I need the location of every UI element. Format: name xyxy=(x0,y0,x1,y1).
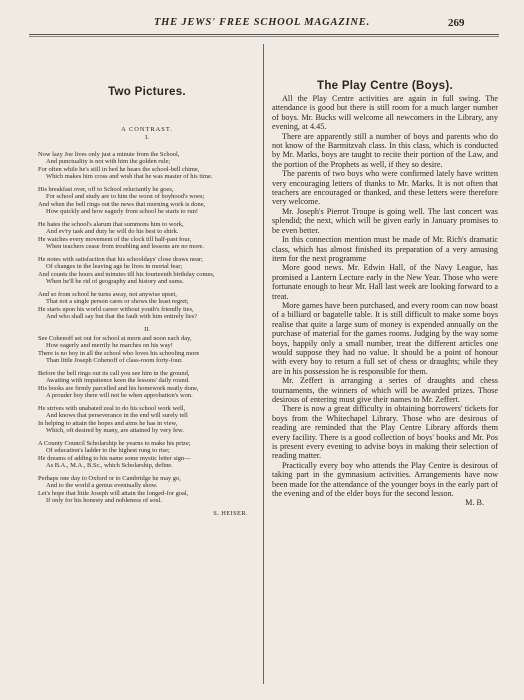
verse-line: Of changes in the leaving age he lives in mortal fear; xyxy=(46,263,183,271)
article-paragraph: There are apparently still a number of boys and parents who do not know of the Barmitzvah class. In this class, which is conducted by Mr. Marks, boys are taught to recite their portion of the Law, and the portion of the Prophets as well, if they so desire. xyxy=(272,131,498,169)
verse-line: Perhaps one day to Oxford or to Cambridge he may go, xyxy=(38,475,181,483)
article-paragraph: More good news. Mr. Edwin Hall, of the Navy League, has promised a Lantern Lecture early in the New Year. Those who were fortunate enough to hear Mr. Hall last week are looking forward to a treat. xyxy=(272,263,498,301)
article-column xyxy=(272,46,498,507)
verse-line: Let's hope that little Joseph will attain the longed-for goal, xyxy=(38,489,189,497)
stanza xyxy=(38,256,256,285)
verse-line: That not a single person cares or shows the least regret; xyxy=(46,298,189,306)
verse-line: For often while he's still in bed he hears the school-bell chime, xyxy=(38,165,200,173)
poem-title: Two Pictures. xyxy=(108,86,186,98)
verse-line: And knows that perseverance in the end will surely tell xyxy=(46,412,188,420)
verse-line: How quickly and how eagerly from school he starts to run! xyxy=(46,207,198,215)
article-paragraph: There is now a great difficulty in obtaining borrowers' tickets for boys from the Whitechapel Library. Those who are desirous of reading are reminded that the Play Centre Library affords them every facility. There is a good collection of boys' books and Mr. Pos is present every evening to advise boys in making their selection of reading matter. xyxy=(272,404,498,461)
part-two-numeral: II. xyxy=(144,326,150,334)
verse-line: He watches every movement of the clock till half-past four, xyxy=(38,235,192,243)
verse-line: He strives with unabated zeal to do his school work well, xyxy=(38,405,186,413)
verse-line: Awaiting with impatience keen the lessons' daily round. xyxy=(46,377,190,385)
article-paragraph: Mr. Zeffert is arranging a series of draughts and chess tournaments, the winners of which will be awarded prizes. Those desirous of entering must give their names to Mr. Zeffert. xyxy=(272,376,498,404)
stanza xyxy=(38,475,256,504)
verse-line: Than little Joseph Cohenoff of class-room forty-four. xyxy=(46,357,183,365)
article-paragraph: Practically every boy who attends the Play Centre is desirous of taking part in the gymnasium activities. Arrangements have now been made for the attendance of the younger boys in the early part of the evening and of the elder boys for the second lesson. xyxy=(272,460,498,499)
verse-line: And when the bell rings out the news that morning work is done, xyxy=(38,200,206,208)
verse-line: A prouder boy there will not be when approbation's won. xyxy=(46,392,193,399)
verse-line: There is no boy in all the school who loves his schooling more xyxy=(38,349,200,357)
verse-line: He notes with satisfaction that his schooldays' close draws near; xyxy=(38,255,203,263)
article-body xyxy=(272,94,498,498)
verse-line: How eagerly and merrily he marches on his way! xyxy=(46,342,173,350)
verse-line: Which makes him cross and wish that he was master of his time. xyxy=(46,172,213,180)
verse-line: Now lazy Joe lives only just a minute from the School, xyxy=(38,151,180,158)
verse-line: In helping to attain the hopes and aims he has in view, xyxy=(38,419,178,427)
article-paragraph: Mr. Joseph's Pierrot Troupe is going well. The last concert was splendid; the next, which will be given early in January promises to be even better. xyxy=(272,206,498,235)
article-signature: M. B. xyxy=(465,498,484,508)
poem-signature: S. HEISER. xyxy=(213,510,248,518)
stanza xyxy=(38,291,256,320)
verse-line: As B.A., M.A., B.Sc., which Scholarship, define. xyxy=(46,461,173,469)
verse-line: His books are firmly parcelled and his homework neatly done, xyxy=(38,384,199,392)
verse-line: A County Council Scholarship he yearns to make his prize; xyxy=(38,440,191,448)
stanza xyxy=(38,440,256,469)
verse-line: He hates the school's alarum that summons him to work, xyxy=(38,220,184,228)
stanza xyxy=(38,151,256,180)
verse-line: He dreams of adding to his name some mystic letter sign— xyxy=(38,454,191,462)
stanza xyxy=(38,221,256,250)
verse-line: And who shall say but that the fault with him entirely lies? xyxy=(46,312,198,320)
verse-line: See Cohenoff set out for school at morn and noon each day, xyxy=(38,335,192,343)
verse-line: If only for his honesty and nobleness of soul. xyxy=(46,496,163,504)
verse-line: And ev'ry task and duty he will do his best to shirk. xyxy=(46,228,179,236)
verse-line: And so from school he turns away, not anywise upset, xyxy=(38,290,177,298)
article-title: The Play Centre (Boys). xyxy=(317,80,453,92)
poem-column xyxy=(38,46,256,517)
part-one-numeral: I. xyxy=(145,134,149,141)
verse-line: And counts the hours and minutes till his fourteenth birthday comes, xyxy=(38,270,215,278)
article-paragraph: All the Play Centre activities are again in full swing. The attendance is good but there is still room for a much larger number of boys. Mr. Bucks will welcome all newcomers in the Library, any evening, at 4.45. xyxy=(272,94,498,132)
column-divider xyxy=(263,44,264,684)
verse-line: And punctuality is not with him the golden rule; xyxy=(46,158,171,166)
poem-part-two xyxy=(38,335,256,504)
verse-line: Which, oft desired by many, are attained by very few. xyxy=(46,426,184,434)
article-paragraph: In this connection mention must be made of Mr. Rich's dramatic class, which has almost finished its preparation of a very amusing item for the next programme xyxy=(272,235,498,263)
verse-line: When teachers cease from troubling and lessons are no more. xyxy=(46,242,205,250)
stanza xyxy=(38,186,256,215)
verse-line: He starts upon his world career without youth's friendly ties, xyxy=(38,305,194,313)
poem-subtitle: A CONTRAST. xyxy=(121,126,173,133)
verse-line: For school and study are to him the worst of boyhood's woes; xyxy=(46,193,205,201)
page-number: 269 xyxy=(448,17,465,29)
verse-line: Of education's ladder to the highest rung to rise; xyxy=(46,447,170,455)
poem-part-one xyxy=(38,151,256,320)
verse-line: His breakfast over, off to School reluctantly he goes, xyxy=(38,185,174,193)
verse-line: And to the world a genius eventually show. xyxy=(46,482,158,490)
stanza xyxy=(38,335,256,364)
verse-line: When he'll be rid of geography and history and sums. xyxy=(46,277,184,285)
article-paragraph: More games have been purchased, and every room can now boast of a billiard or bagatelle table. It is still difficult to make some boys realise that quite a large sum of money is expended annually on the purchase of material for the games rooms. Judging by the way some boys, happily only a small number, treat the different articles one would suppose they had no value. It should be a point of honour with every boy to return a full set of chess or draughts; while they are in his possession he is responsible for them. xyxy=(272,300,498,376)
header-rule xyxy=(29,34,499,37)
stanza xyxy=(38,405,256,434)
article-paragraph: The parents of two boys who were confirmed lately have written very encouraging letters of thanks to Mr. Marks. It is not often that teachers are encouraged or thanked, and these letters were therefore very welcome. xyxy=(272,169,498,207)
verse-line: Before the bell rings out its call you see him in the ground, xyxy=(38,370,190,378)
stanza xyxy=(38,370,256,399)
masthead: THE JEWS' FREE SCHOOL MAGAZINE. xyxy=(153,17,371,28)
page-header xyxy=(0,0,524,40)
